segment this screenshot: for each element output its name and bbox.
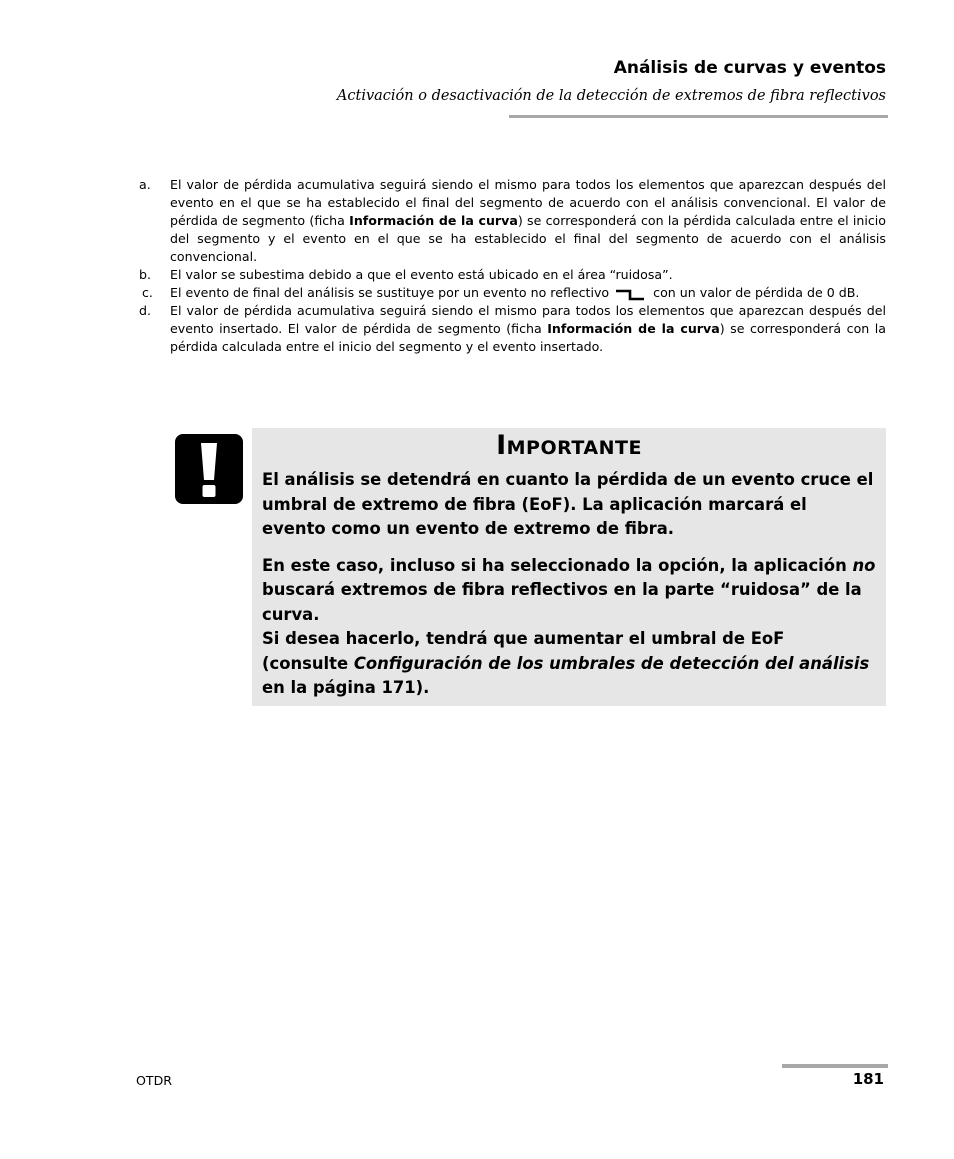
note-text-part: El evento de final del análisis se sustituye por un evento no reflectivo xyxy=(170,285,610,300)
important-text-part: en la página 171). xyxy=(262,678,430,697)
exclamation-warning-icon xyxy=(175,434,243,504)
note-text-part: El valor de pérdida acumulativa seguirá siendo el mismo para todos los elementos que aparezcan después del evento en el que se ha establecido el final del segmento de acuerdo con el análisis convencional. El valor de pérdida de segmento (ficha xyxy=(170,177,886,228)
note-text xyxy=(170,176,886,266)
note-text xyxy=(170,284,886,302)
important-body xyxy=(262,468,876,701)
note-letter: d. xyxy=(139,303,151,318)
note-text-part: El valor de pérdida acumulativa seguirá siendo el mismo para todos los elementos que aparezcan después del evento insertado. El valor de pérdida de segmento (ficha xyxy=(170,303,886,336)
important-paragraph-2 xyxy=(262,554,876,628)
important-text-part: En este caso, incluso si ha seleccionado la opción, la aplicación xyxy=(262,555,853,575)
note-bold-term: Información de la curva xyxy=(547,321,720,336)
note-c xyxy=(136,284,886,302)
important-title-rest: mportante xyxy=(506,430,642,461)
important-text-part: buscará extremos de fibra reflectivos en la parte “ruidosa” de la curva. xyxy=(262,580,862,624)
note-text-part: con un valor de pérdida de 0 dB. xyxy=(653,285,860,300)
note-b xyxy=(136,266,886,284)
important-paragraph-1: El análisis se detendrá en cuanto la pérdida de un evento cruce el umbral de extremo de fibra (EoF). La aplicación marcará el evento como un evento de extremo de fibra. xyxy=(262,470,874,538)
note-letter: c. xyxy=(142,285,153,300)
important-box xyxy=(252,428,886,706)
page-number: 181 xyxy=(852,1070,884,1088)
notes-list xyxy=(136,176,886,356)
note-text-part: ) se corresponderá con la pérdida calculada entre el inicio del segmento y el evento en el que se ha establecido el final del segmento de acuerdo con el análisis convencional. xyxy=(170,213,887,264)
important-cross-reference: Configuración de los umbrales de detección del análisis xyxy=(353,653,870,673)
note-a xyxy=(136,176,886,266)
header-rule xyxy=(509,115,888,118)
important-title xyxy=(252,430,886,461)
header-title: Análisis de curvas y eventos xyxy=(613,58,886,78)
important-text-part: Si desea hacerlo, tendrá que aumentar el umbral de EoF (consulte xyxy=(262,629,785,673)
important-emphasis: no xyxy=(852,555,876,575)
header-subtitle: Activación o desactivación de la detección de extremos de fibra reflectivos xyxy=(336,88,886,104)
note-letter: a. xyxy=(139,177,151,192)
footer-rule xyxy=(782,1064,888,1068)
footer-product: OTDR xyxy=(136,1073,173,1088)
note-d xyxy=(136,302,886,356)
note-bold-term: Información de la curva xyxy=(349,213,518,228)
important-title-initial: I xyxy=(496,430,507,461)
note-text: El valor se subestima debido a que el evento está ubicado en el área “ruidosa”. xyxy=(170,267,673,282)
non-reflective-event-icon xyxy=(615,287,645,301)
note-text xyxy=(170,302,886,356)
note-letter: b. xyxy=(139,267,151,282)
note-text-part: ) se corresponderá con la pérdida calculada entre el inicio del segmento y el evento insertado. xyxy=(170,321,886,354)
important-paragraph-3 xyxy=(262,627,876,701)
